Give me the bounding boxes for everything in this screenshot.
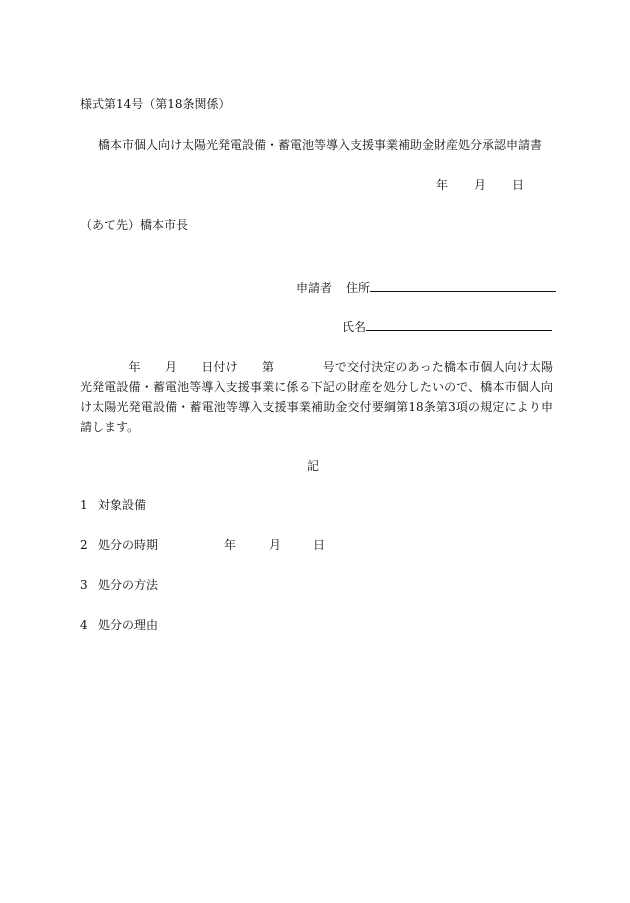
list-item-target-equipment bbox=[80, 497, 146, 513]
disposal-year: 年 bbox=[224, 538, 237, 552]
item-number: 4 bbox=[80, 618, 88, 632]
disposal-day: 日 bbox=[313, 538, 326, 552]
item-number: 2 bbox=[80, 538, 88, 552]
applicant-name-row bbox=[342, 317, 552, 335]
date-day: 日 bbox=[512, 178, 525, 192]
body-paragraph: 年 月 日付け 第 号で交付決定のあった橋本市個人向け太陽光発電設備・蓄電池等導入支援事業に係る下記の財産を処分したいので、橋本市個人向け太陽光発電設備・蓄電池等導入支援事業補助金交付要綱第18条第3項の規定により申請します。 bbox=[80, 360, 553, 434]
document-title: 橋本市個人向け太陽光発電設備・蓄電池等導入支援事業補助金財産処分承認申請書 bbox=[98, 138, 543, 152]
item-label: 処分の方法 bbox=[98, 578, 159, 592]
form-number: 様式第14号（第18条関係） bbox=[80, 97, 231, 111]
disposal-month: 月 bbox=[269, 538, 282, 552]
item-number: 1 bbox=[80, 498, 88, 512]
name-field[interactable] bbox=[366, 317, 552, 331]
applicant-address-row bbox=[296, 278, 556, 296]
list-item-disposal-reason bbox=[80, 617, 158, 633]
applicant-label: 申請者 bbox=[296, 281, 333, 295]
date-year: 年 bbox=[436, 178, 449, 192]
date-month: 月 bbox=[474, 178, 487, 192]
item-label: 処分の理由 bbox=[98, 618, 159, 632]
item-label: 対象設備 bbox=[98, 498, 147, 512]
ki-heading: 記 bbox=[307, 459, 320, 473]
item-label: 処分の時期 bbox=[98, 538, 159, 552]
address-label: 住所 bbox=[346, 281, 371, 295]
name-label: 氏名 bbox=[342, 320, 367, 334]
address-field[interactable] bbox=[370, 278, 556, 292]
list-item-disposal-method bbox=[80, 577, 158, 593]
addressee: （あて先）橋本市長 bbox=[80, 218, 189, 232]
item-number: 3 bbox=[80, 578, 88, 592]
list-item-disposal-date bbox=[80, 537, 325, 553]
date-line bbox=[436, 177, 524, 193]
